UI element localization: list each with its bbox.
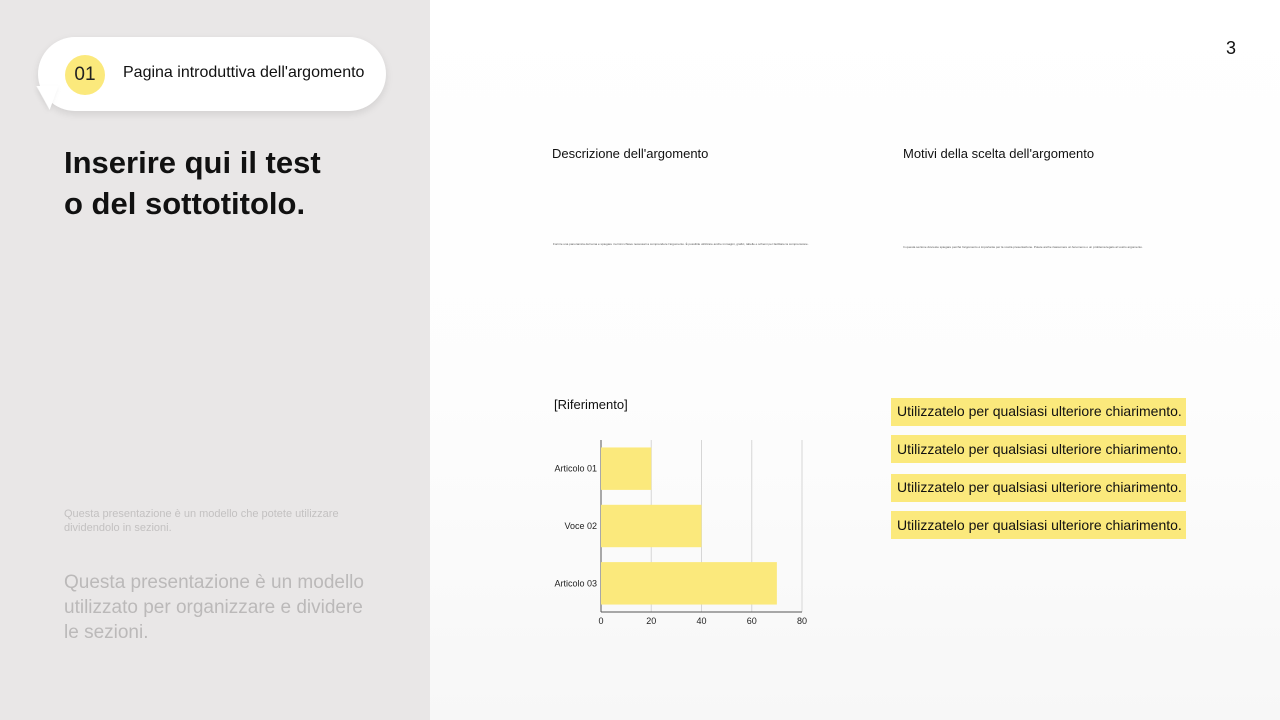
note-text-1[interactable]: Utilizzatelo per qualsiasi ulteriore chiarimento.: [897, 403, 1182, 419]
note-text-3[interactable]: Utilizzatelo per qualsiasi ulteriore chiarimento.: [897, 479, 1182, 495]
section-number-badge: 01: [65, 55, 105, 95]
large-note[interactable]: Questa presentazione è un modello utilizzato per organizzare e dividere le sezioni.: [64, 572, 364, 643]
category-label: Articolo 03: [554, 578, 597, 589]
x-tick-label: 60: [746, 616, 757, 626]
note-text-2[interactable]: Utilizzatelo per qualsiasi ulteriore chiarimento.: [897, 441, 1182, 457]
section-title: Pagina introduttiva dell'argomento: [123, 64, 365, 81]
topic-reasons-body[interactable]: In questa sezione dovreste spiegare perché l'argomento è importante per la vostra presentazione. Potete anche riassumere un fenomeno o un problema legato al vostro argomento.: [903, 245, 1143, 249]
x-tick-label: 80: [796, 616, 808, 626]
category-label: Voce 02: [564, 521, 597, 531]
slide-subtitle[interactable]: Inserire qui il testo del sottotitolo.: [64, 145, 321, 221]
topic-description-body[interactable]: Fornire una panoramica del tema e spiegare i termini chiave necessari a comprendere l'argomento. È possibile utilizzare anche immagini, grafici, tabelle e schemi per facilitare la comprensione.: [553, 242, 809, 246]
page-number: 3: [1225, 38, 1236, 58]
x-tick-label: 20: [646, 616, 657, 626]
category-label: Articolo 01: [554, 463, 597, 474]
bar: [601, 505, 702, 547]
x-tick-label: 40: [696, 616, 707, 626]
topic-reasons-heading[interactable]: Motivi della scelta dell'argomento: [903, 146, 1095, 161]
bar: [601, 562, 777, 604]
reference-title[interactable]: [Riferimento]: [554, 397, 628, 412]
bar: [601, 447, 651, 489]
x-tick-label: 0: [598, 616, 604, 626]
note-text-4[interactable]: Utilizzatelo per qualsiasi ulteriore chiarimento.: [897, 517, 1182, 533]
topic-description-heading[interactable]: Descrizione dell'argomento: [552, 146, 709, 161]
reference-bar-chart[interactable]: [545, 430, 815, 630]
small-note[interactable]: Questa presentazione è un modello che potete utilizzare dividendolo in sezioni.: [64, 508, 339, 534]
